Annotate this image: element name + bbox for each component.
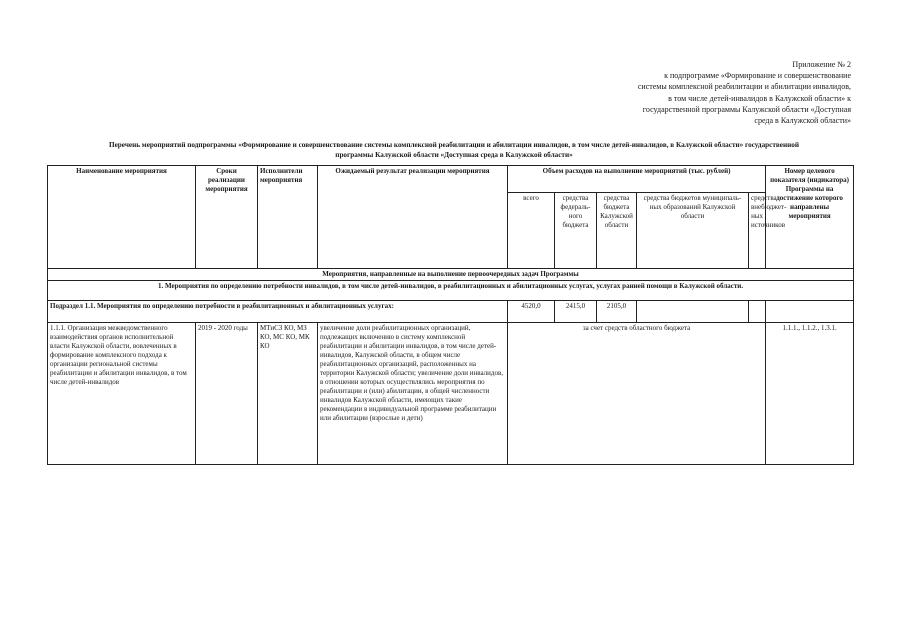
appendix-caption [638, 59, 851, 126]
section-row [48, 269, 854, 281]
subsection-regional: 2105,0 [597, 301, 637, 323]
appendix-line: системы комплексной реабилитации и абилитации инвалидов, [637, 82, 851, 92]
measure-indicator: 1.1.1., 1.1.2., 1.3.1. [766, 323, 854, 465]
subsection-row [48, 301, 854, 323]
subsection-label: Подраздел 1.1. Мероприятия по определению потребности в реабилитационных и абилитационных услугах: [48, 301, 508, 323]
header-regional: средства бюджета Калужской области [597, 193, 637, 269]
measure-period: 2019 - 2020 годы [196, 323, 258, 465]
appendix-line: в том числе детей-инвалидов в Калужской области» к [668, 93, 851, 103]
measure-name: 1.1.1. Организация межведомственного взаимодействия органов исполнительной власти Калужской области, вовлеченных в формирование комплексного подхода к организации региональной системы реабилитации и абилитации инвалидов, в том числе детей-инвалидов [48, 323, 196, 465]
subsection-title: 1. Мероприятия по определению потребности инвалидов, в том числе детей-инвалидов, в реабилитационных и абилитационных услугах, услугах ранней помощи в Калужской области. [48, 281, 854, 301]
header-row [48, 166, 854, 193]
subsection-municipal [637, 301, 749, 323]
appendix-line: к подпрограмме «Формирование и совершенствование [664, 71, 851, 81]
section-title: Мероприятия, направленные на выполнение первоочередных задач Программы [48, 269, 854, 281]
measure-result: увеличение доли реабилитационных организаций, подлежащих включению в систему комплексной реабилитации и абилитации инвалидов, в том числе детей-инвалидов, Калужской области, в общем числе реабилитационных организаций, расположенных на территории Калужской области; увеличение доли инвалидов, в отношении которых осуществлялись мероприятия по реабилитации и (или) абилитации, в общей численности инвалидов Калужской области, имеющих такие рекомендации в индивидуальной программе реабилитации или абилитации (взрослые и дети) [318, 323, 508, 465]
subsection-title-row [48, 281, 854, 301]
document-title-line2: программы Калужской области «Доступная среда в Калужской области» [335, 151, 573, 159]
header-federal: средства федераль-ного бюджета [555, 193, 597, 269]
header-extra: средства внебюджет-ных источников [749, 193, 766, 269]
header-executors: Исполнители мероприятия [258, 166, 318, 269]
header-result: Ожидаемый результат реализации мероприятия [318, 166, 508, 269]
document-title [48, 140, 860, 160]
header-volume: Объем расходов на выполнение мероприятий (тыс. рублей) [508, 166, 766, 193]
subsection-extra [749, 301, 766, 323]
header-name: Наименование мероприятия [48, 166, 196, 269]
header-indicator: Номер целевого показателя (индикатора) Программы на достижение которого направлены мероприятия [766, 166, 854, 269]
appendix-line: государственной программы Калужской области «Доступная [642, 104, 851, 114]
header-municipal: средства бюджетов муниципаль-ных образований Калужской области [637, 193, 749, 269]
subsection-indicator [766, 301, 854, 323]
document-title-line1: Перечень мероприятий подпрограммы «Формирование и совершенствование системы комплексной реабилитации и абилитации инвалидов, в том числе детей-инвалидов, в Калужской области» государственной [109, 141, 799, 149]
measure-executors: МТиСЗ КО, МЗ КО, МС КО, МК КО [258, 323, 318, 465]
subsection-total: 4520,0 [508, 301, 555, 323]
table-row [48, 323, 854, 465]
header-period: Сроки реализации мероприятия [196, 166, 258, 269]
appendix-line: Приложение № 2 [792, 60, 851, 69]
appendix-line: среда в Калужской области» [754, 116, 851, 126]
measure-funding: за счет средств областного бюджета [508, 323, 766, 465]
header-total: всего [508, 193, 555, 269]
measures-table [47, 165, 854, 465]
subsection-federal: 2415,0 [555, 301, 597, 323]
